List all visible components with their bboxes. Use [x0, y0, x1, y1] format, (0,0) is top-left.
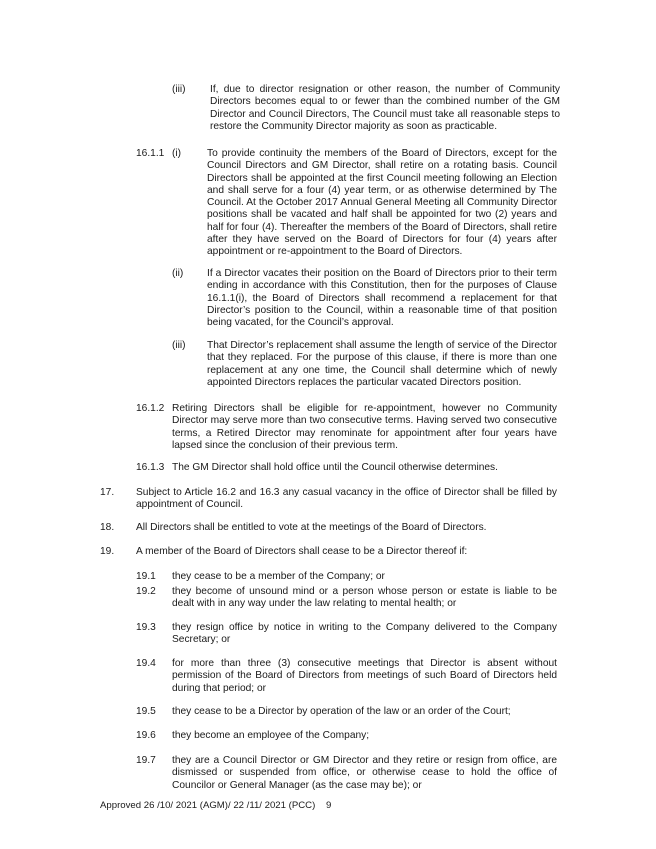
clause-19-3-text: they resign office by notice in writing to the Company delivered to the Company Secretary; or [172, 622, 557, 646]
clause-16-1-1-ii-label: (ii) [172, 268, 184, 279]
clause-18-number: 18. [100, 522, 115, 533]
clause-18-text: All Directors shall be entitled to vote at the meetings of the Board of Directors. [136, 522, 487, 533]
clause-16-1-iii-label: (iii) [172, 84, 186, 95]
clause-16-1-1-iii-text: That Director’s replacement shall assume the length of service of the Director that they replaced. For the purpose of this clause, if there is more than one replacement at any one time, the Council shall determine which of newly appointed Directors replaces the particular vacated Directors position. [207, 340, 557, 388]
clause-16-1-1-i-text: To provide continuity the members of the Board of Directors, except for the Council Directors and GM Director, shall retire on a rotating basis. Council Directors shall be appointed at the first Council meeting following an Election and shall serve for a four (4) year term, or as otherwise determined by The Council. At the October 2017 Annual General Meeting all Community Director positions shall be vacated and half shall be appointed for two (2) years and half for four (4). Thereafter the members of the Board of Directors, shall retire after they have served on the Board of Directors for four (4) years after appointment or re-appointment to the Board of Directors. [207, 148, 557, 258]
clause-19-5-text: they cease to be a Director by operation of the law or an order of the Court; [172, 706, 511, 717]
clause-16-1-1-i-label: (i) [172, 148, 182, 159]
clause-19-text: A member of the Board of Directors shall cease to be a Director thereof if: [136, 546, 468, 557]
clause-19-6-text: they become an employee of the Company; [172, 730, 370, 741]
clause-19-7-text: they are a Council Director or GM Director and they retire or resign from office, are dismissed or suspended from office, or otherwise cease to hold the office of Councilor or General Manager (as the case may be); or [172, 755, 557, 791]
clause-19-3-number: 19.3 [136, 622, 156, 633]
page-footer [100, 800, 331, 812]
clause-19-number: 19. [100, 546, 115, 557]
clause-16-1-3-number: 16.1.3 [136, 462, 165, 473]
clause-19-4-number: 19.4 [136, 658, 156, 669]
clause-16-1-2-text: Retiring Directors shall be eligible for re-appointment, however no Community Director may serve more than two consecutive terms. Having served two consecutive terms, a Retired Director may renominate for appointment after four years have lapsed since the conclusion of their previous term. [172, 403, 557, 451]
clause-19-2-text: they become of unsound mind or a person whose person or estate is liable to be dealt with in any way under the law relating to mental health; or [172, 586, 557, 610]
clause-19-2-number: 19.2 [136, 586, 156, 597]
clause-16-1-1-iii-label: (iii) [172, 340, 186, 351]
clause-16-1-3-text: The GM Director shall hold office until the Council otherwise determines. [172, 462, 498, 473]
clause-16-1-iii-text: If, due to director resignation or other reason, the number of Community Directors becomes equal to or fewer than the combined number of the GM Director and Council Directors, The Council must take all reasonable steps to restore the Community Director majority as soon as practicable. [210, 84, 560, 132]
clause-16-1-1-number: 16.1.1 [136, 148, 165, 159]
clause-17-text: Subject to Article 16.2 and 16.3 any casual vacancy in the office of Director shall be filled by appointment of Council. [136, 487, 557, 511]
clause-19-1-number: 19.1 [136, 571, 156, 582]
clause-19-5-number: 19.5 [136, 706, 156, 717]
clause-19-6-number: 19.6 [136, 730, 156, 741]
clause-19-7-number: 19.7 [136, 755, 156, 766]
clause-19-4-text: for more than three (3) consecutive meetings that Director is absent without permission of the Board of Directors from meetings of such Board of Directors held during that period; or [172, 658, 557, 694]
clause-16-1-1-ii-text: If a Director vacates their position on the Board of Directors prior to their term ending in accordance with this Constitution, then for the purposes of Clause 16.1.1(i), the Board of Directors shall recommend a replacement for that Director’s position to the Council, within a reasonable time of that position being vacated, for the Council’s approval. [207, 268, 557, 329]
clause-17-number: 17. [100, 487, 115, 498]
clause-16-1-2-number: 16.1.2 [136, 403, 165, 414]
footer-approval-text: Approved 26 /10/ 2021 (AGM)/ 22 /11/ 2021 (PCC) [100, 800, 316, 811]
clause-19-1-text: they cease to be a member of the Company; or [172, 571, 385, 582]
page-number: 9 [325, 800, 332, 811]
